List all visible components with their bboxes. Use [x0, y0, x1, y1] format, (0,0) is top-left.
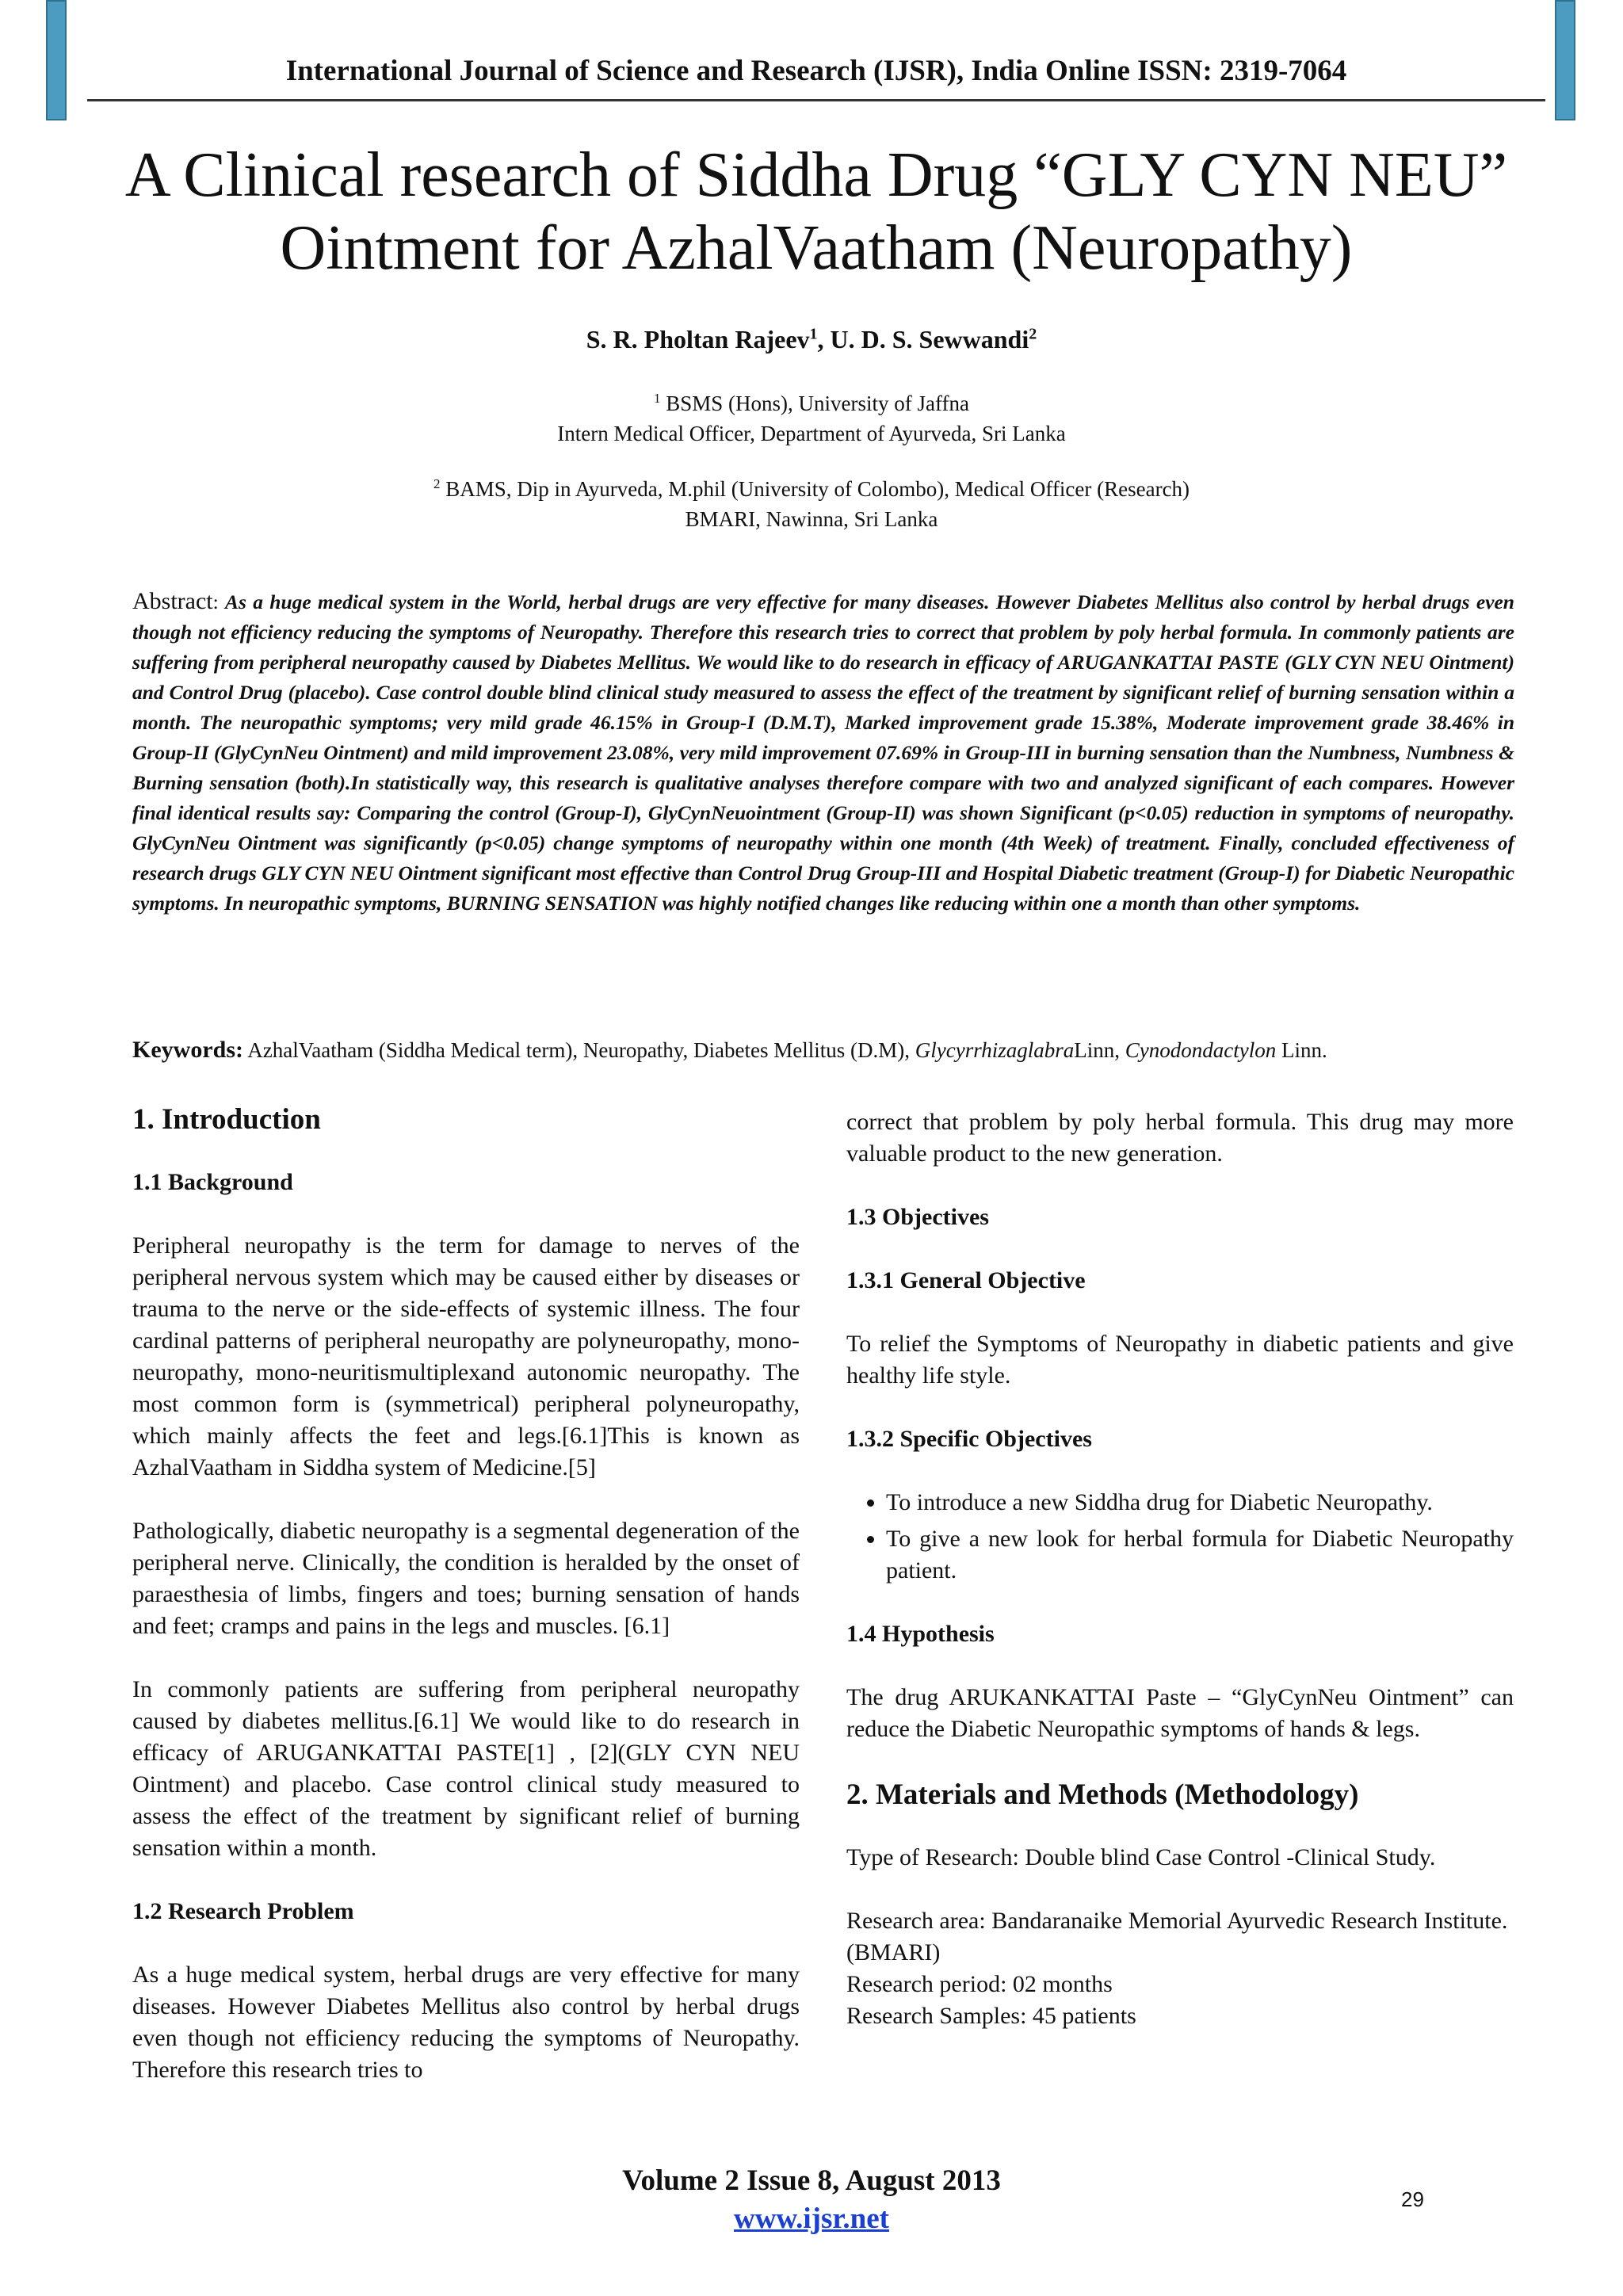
- research-samples: Research Samples: 45 patients: [846, 2003, 1136, 2029]
- paragraph: Type of Research: Double blind Case Control -Clinical Study.: [846, 1844, 1436, 1870]
- author-2-affil-mark: 2: [1029, 325, 1037, 343]
- list-item: • To give a new look for herbal formula for Diabetic Neuropathy patient.: [886, 1523, 1514, 1587]
- keywords-text: AzhalVaatham (Siddha Medical term), Neuropathy, Diabetes Mellitus (D.M),: [247, 1038, 915, 1062]
- abstract-text: As a huge medical system in the World, herbal drugs are very effective for many diseases. However Diabetes Mellitus also control by herbal drugs even though not efficiency reducing the symptoms of Neuropathy. Therefore this research tries to correct that problem by poly herbal formula. In commonly patients are suffering from peripheral neuropathy caused by Diabetes Mellitus. We would like to do research in efficacy of ARUGANKATTAI PASTE (GLY CYN NEU Ointment) and Control Drug (placebo). Case control double blind clinical study measured to assess the effect of the treatment by significant relief of burning sensation within a month. The neuropathic symptoms; very mild grade 46.15% in Group-I (D.M.T), Marked improvement grade 15.38%, Moderate improvement grade 38.46% in Group-II (GlyCynNeu Ointment) and mild improvement 23.08%, very mild improvement 07.69% in Group-III in burning sensation than the Numbness, Numbness & Burning sensation (both).In statistically way, this research is qualitative analyses therefore compare with two and analyzed significant of each compares. However final identical results say: Comparing the control (Group-I), GlyCynNeuointment (Group-II) was shown Significant (p<0.05) reduction in symptoms of neuropathy. GlyCynNeu Ointment was significantly (p<0.05) change symptoms of neuropathy within one month (4th Week) of treatment. Finally, concluded effectiveness of research drugs GLY CYN NEU Ointment significant most effective than Control Drug Group-III and Hospital Diabetic treatment (Group-I) for Diabetic Neuropathic symptoms. In neuropathic symptoms, BURNING SENSATION was highly notified changes like reducing within one a month than other symptoms.: [132, 590, 1514, 915]
- header-divider: [87, 99, 1545, 101]
- list-item: • To introduce a new Siddha drug for Diabetic Neuropathy.: [886, 1487, 1514, 1519]
- paragraph: The drug ARUKANKATTAI Paste – “GlyCynNeu Ointment” can reduce the Diabetic Neuropathic symptoms of hands & legs.: [846, 1684, 1514, 1742]
- journal-header: International Journal of Science and Research (IJSR), India Online ISSN: 2319-7064: [285, 55, 1347, 87]
- affiliation-line: BMARI, Nawinna, Sri Lanka: [685, 507, 938, 531]
- paragraph: Peripheral neuropathy is the term for damage to nerves of the peripheral nervous system which may be caused either by diseases or trauma to the nerve or the side-effects of systemic illness. The four cardinal patterns of peripheral neuropathy are polyneuropathy, mono-neuropathy, mono-neuritismultiplexand autonomic neuropathy. The most common form is (symmetrical) peripheral polyneuropathy, which mainly affects the feet and legs.[6.1]This is known as AzhalVaatham in Siddha system of Medicine.[5]: [132, 1232, 800, 1480]
- paragraph: In commonly patients are suffering from peripheral neuropathy caused by diabetes mellitus.[6.1] We would like to do research in efficacy of ARUGANKATTAI PASTE[1] , [2](GLY CYN NEU Ointment) and placebo. Case control clinical study measured to assess the effect of the treatment by significant relief of burning sensation within a month.: [132, 1676, 800, 1861]
- affiliation-line: BAMS, Dip in Ayurveda, M.phil (University of Colombo), Medical Officer (Research): [445, 477, 1190, 501]
- paragraph: Pathologically, diabetic neuropathy is a segmental degeneration of the peripheral nerve. Clinically, the condition is heralded by the onset of paraesthesia of limbs, fingers and toes; burning sensation of hands and feet; cramps and pains in the legs and muscles. [6.1]: [132, 1518, 800, 1639]
- paper-title: A Clinical research of Siddha Drug “GLY CYN NEU” Ointment for AzhalVaatham (Neuropathy): [124, 140, 1508, 283]
- subsection-heading-research-problem: 1.2 Research Problem: [132, 1898, 354, 1924]
- author-2: U. D. S. Sewwandi: [830, 325, 1029, 353]
- footer-volume: Volume 2 Issue 8, August 2013: [622, 2164, 1001, 2197]
- abstract: Abstract: As a huge medical system in the World, herbal drugs are very effective for many diseases. However Diabetes Mellitus also control by herbal drugs even though not efficiency reducing the symptoms of Neuropathy. Therefore this research tries to correct that problem by poly herbal formula. In commonly patients are suffering from peripheral neuropathy caused by Diabetes Mellitus. We would like to do research in efficacy of ARUGANKATTAI PASTE (GLY CYN NEU Ointment) and Control Drug (placebo). Case control double blind clinical study measured to assess the effect of the treatment by significant relief of burning sensation within a month. The neuropathic symptoms; very mild grade 46.15% in Group-I (D.M.T), Marked improvement grade 15.38%, Moderate improvement grade 38.46% in Group-II (GlyCynNeu Ointment) and mild improvement 23.08%, very mild improvement 07.69% in Group-III in burning sensation than the Numbness, Numbness & Burning sensation (both).In statistically way, this research is qualitative analyses therefore compare with two and analyzed significant of each compares. However final identical results say: Comparing the control (Group-I), GlyCynNeuointment (Group-II) was shown Significant (p<0.05) reduction in symptoms of neuropathy. GlyCynNeu Ointment was significantly (p<0.05) change symptoms of neuropathy within one month (4th Week) of treatment. Finally, concluded effectiveness of research drugs GLY CYN NEU Ointment significant most effective than Control Drug Group-III and Hospital Diabetic treatment (Group-I) for Diabetic Neuropathic symptoms. In neuropathic symptoms, BURNING SENSATION was highly notified changes like reducing within one a month than other symptoms.: [132, 588, 1514, 915]
- right-column: [846, 1106, 1514, 2032]
- subsection-heading-background: 1.1 Background: [132, 1169, 293, 1195]
- left-column: [132, 1102, 800, 2118]
- affiliation-line: Intern Medical Officer, Department of Ayurveda, Sri Lanka: [557, 422, 1066, 445]
- author-separator: ,: [817, 325, 831, 353]
- methods-details: [846, 1905, 1514, 2032]
- subsection-heading-objectives: 1.3 Objectives: [846, 1204, 989, 1230]
- keyword-species-2: Cynodondactylon: [1125, 1038, 1277, 1062]
- affiliation-mark: 1: [654, 391, 661, 406]
- subsection-heading-specific-objectives: 1.3.2 Specific Objectives: [846, 1426, 1092, 1452]
- research-period: Research period: 02 months: [846, 1971, 1113, 1997]
- research-area: Research area: Bandaranaike Memorial Ayurvedic Research Institute. (BMARI): [846, 1908, 1508, 1966]
- subsection-heading-hypothesis: 1.4 Hypothesis: [846, 1621, 995, 1647]
- author-1-affil-mark: 1: [809, 325, 818, 343]
- abstract-label: Abstract: [132, 588, 213, 614]
- right-decorative-bar: [1555, 0, 1575, 120]
- keywords-label: Keywords:: [132, 1037, 243, 1063]
- affiliation-2: [0, 469, 1623, 534]
- paragraph: correct that problem by poly herbal formula. This drug may more valuable product to the new generation.: [846, 1109, 1514, 1167]
- keywords-text: Linn.: [1276, 1038, 1327, 1062]
- author-1: S. R. Pholtan Rajeev: [586, 325, 810, 353]
- left-decorative-bar: [46, 0, 67, 120]
- objectives-list: [846, 1487, 1514, 1587]
- keywords-text: Linn,: [1074, 1038, 1125, 1062]
- section-heading-methods: 2. Materials and Methods (Methodology): [846, 1778, 1359, 1811]
- page-number: 29: [1401, 2187, 1424, 2211]
- subsection-heading-general-objective: 1.3.1 General Objective: [846, 1267, 1086, 1293]
- keyword-species-1: Glycyrrhizaglabra: [915, 1038, 1075, 1062]
- keywords: [132, 1037, 1527, 1064]
- affiliation-mark: 2: [433, 476, 441, 491]
- paragraph: To relief the Symptoms of Neuropathy in diabetic patients and give healthy life style.: [846, 1331, 1514, 1389]
- affiliation-line: BSMS (Hons), University of Jaffna: [666, 392, 969, 415]
- section-heading-introduction: 1. Introduction: [132, 1103, 321, 1136]
- paragraph: As a huge medical system, herbal drugs are very effective for many diseases. However Diabetes Mellitus also control by herbal drugs even though not efficiency reducing the symptoms of Neuropathy. Therefore this research tries to: [132, 1962, 800, 2083]
- footer-website-link[interactable]: www.ijsr.net: [734, 2202, 889, 2235]
- author-list: [0, 325, 1623, 354]
- affiliation-1: [0, 384, 1623, 449]
